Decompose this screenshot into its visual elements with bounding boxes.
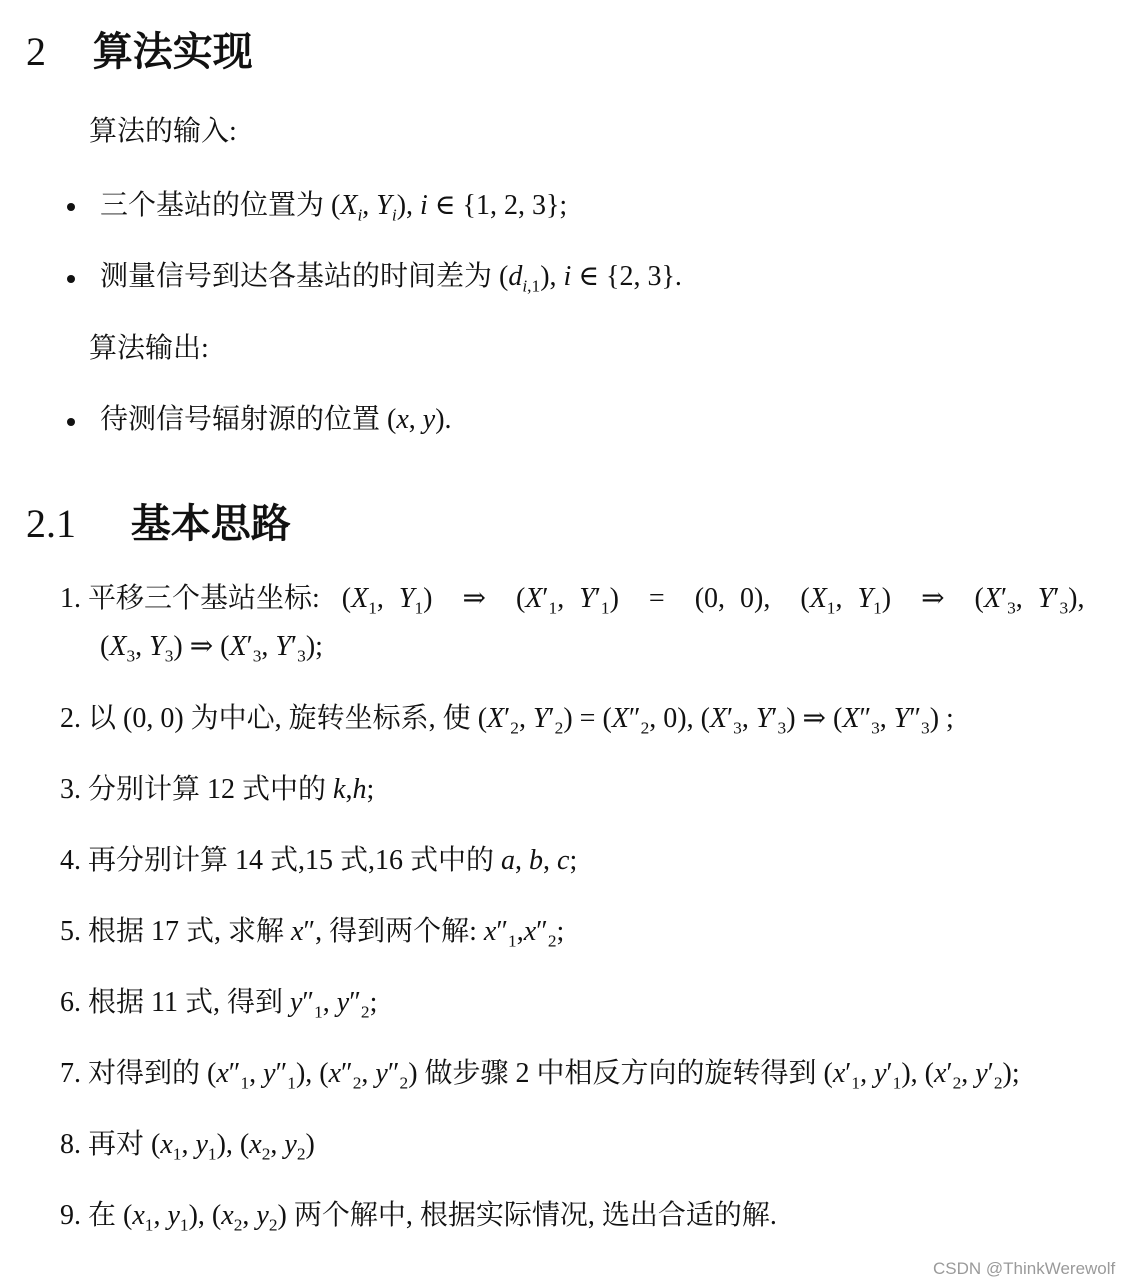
step-number: 2. (60, 703, 81, 734)
step-math: x″ (291, 916, 316, 947)
step-2 (60, 701, 954, 737)
section-heading (26, 28, 253, 76)
section-number: 2 (26, 29, 46, 74)
step-number: 9. (60, 1200, 81, 1231)
step-number: 4. (60, 845, 81, 876)
step-text: 根据 17 式, 求解 (88, 916, 285, 947)
input-item-1 (100, 188, 567, 224)
input-item-text: 测量信号到达各基站的时间差为 (100, 261, 493, 292)
step-8 (60, 1127, 315, 1163)
input-item-text: 三个基站的位置为 (100, 190, 325, 221)
step-math: (0, 0) (123, 703, 184, 734)
step-text: 分别计算 12 式中的 (88, 774, 327, 805)
step-7 (60, 1056, 1020, 1092)
step-math: $x''_1,x''_2$; (483, 916, 565, 951)
step-text: 根据 11 式, 得到 (88, 987, 283, 1018)
watermark: CSDN @ThinkWerewolf (933, 1259, 1116, 1278)
inputs-label: 算法的输入: (89, 116, 237, 147)
output-item-text: 待测信号辐射源的位置 (100, 404, 381, 435)
step-math: ($x_1$, $y_1$), ($x_2$, $y_2$) (151, 1129, 315, 1164)
bullet-icon (67, 275, 75, 283)
step-9 (60, 1198, 777, 1234)
input-item-2 (100, 259, 682, 295)
step-text: 平移三个基站坐标: (88, 583, 320, 614)
step-text: 两个解中, 根据实际情况, 选出合适的解. (293, 1200, 777, 1231)
subsection-title: 基本思路 (130, 501, 291, 547)
step-text: 为中心, 旋转坐标系, 使 (190, 703, 471, 734)
subsection-heading (26, 500, 291, 548)
step-math: ($X_3$, $Y_3$) ⇒ ($X'_3$, $Y'_3$); (100, 631, 323, 666)
step-text: 以 (88, 703, 117, 734)
step-text: 对得到的 (88, 1058, 201, 1089)
step-number: 3. (60, 774, 81, 805)
step-text: 再分别计算 14 式,15 式,16 式中的 (88, 845, 495, 876)
step-math: k,h; (333, 774, 375, 805)
step-text: 做步骤 2 中相反方向的旋转得到 (424, 1058, 817, 1089)
step-text: 在 (88, 1200, 117, 1231)
step-math: ($X_1$, $Y_1$) ⇒ ($X'_1$, $Y'_1) = (0$, 0), ($X_1$, $Y_1$) ⇒ ($X'_3$, $Y'_3$), (326, 583, 1085, 618)
step-text: 再对 (88, 1129, 145, 1160)
step-6 (60, 985, 377, 1021)
step-math: a, b, c; (501, 845, 578, 876)
step-math: ($x_1$, $y_1$), ($x_2$, $y_2$) (123, 1200, 287, 1235)
step-4 (60, 843, 577, 879)
step-math: ($X'_2$, $Y'_2) = (X''_2$, 0), ($X'_3$, $Y'_3$) ⇒ ($X''_3$, $Y''_3$) ; (477, 703, 954, 738)
bullet-icon (67, 418, 75, 426)
step-1-continuation (100, 629, 323, 665)
step-number: 6. (60, 987, 81, 1018)
step-5 (60, 914, 564, 950)
subsection-number: 2.1 (26, 501, 76, 546)
step-number: 1. (60, 583, 81, 614)
step-number: 8. (60, 1129, 81, 1160)
input-item-math: $(d_{i,1})$, i ∈ {2, 3}. (499, 261, 682, 296)
step-math: ($x''_1$, $y''_1$), ($x''_2$, $y''_2$) (207, 1058, 418, 1093)
step-math: ($x'_1$, $y'_1$), ($x'_2$, $y'_2$); (823, 1058, 1020, 1093)
output-item-1 (100, 402, 452, 438)
outputs-label: 算法输出: (89, 333, 209, 364)
output-item-math: (x, y). (387, 404, 452, 435)
step-math: $y''_1$, $y''_2$; (289, 987, 378, 1022)
step-text: , 得到两个解: (315, 916, 477, 947)
input-item-math: ($X_i$, $Y_i$), i ∈ {1, 2, 3}; (331, 190, 568, 225)
step-number: 5. (60, 916, 81, 947)
bullet-icon (67, 203, 75, 211)
step-1 (60, 581, 1085, 617)
section-title: 算法实现 (92, 29, 253, 75)
step-3 (60, 772, 374, 808)
step-number: 7. (60, 1058, 81, 1089)
